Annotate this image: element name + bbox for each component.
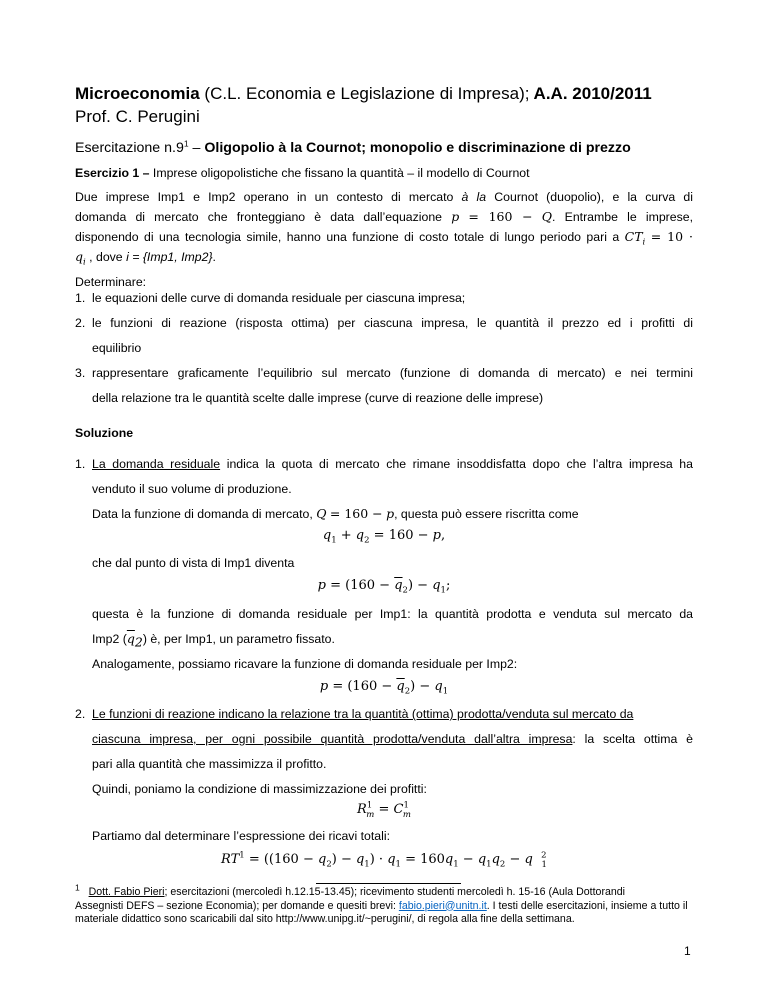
footnote-line-1: [75, 882, 693, 900]
residual-demand-term: La domanda residuale: [92, 457, 221, 471]
course-name: Microeconomia: [75, 84, 200, 103]
solution-number: 2.: [75, 707, 86, 721]
task-1: [75, 290, 465, 306]
task-text: le equazioni delle curve di domanda residuale per ciascuna impresa;: [92, 291, 466, 305]
solution1-line-4: che dal punto di vista di Imp1 diventa: [92, 556, 295, 570]
task-2-line-1: le funzioni di reazione (risposta ottima) per ciascuna impresa, le quantità il prezzo ed i profitti di: [92, 316, 693, 330]
exercise-set-prefix: Esercitazione n.9: [75, 140, 184, 156]
intro-line-3: disponendo di una tecnologia simile, hanno una funzione di costo totale di lungo periodo pari a $CT_i = 10$ ·: [75, 229, 693, 248]
exercise-set-topic: Oligopolio à la Cournot; monopolio e discriminazione di prezzo: [204, 140, 631, 156]
solution-item-1: [75, 456, 92, 472]
task-2: [75, 315, 92, 331]
reaction-function-definition: ciascuna impresa, per ogni possibile quantità prodotta/venduta dall’altra impresa: [92, 732, 573, 746]
exercise1-heading: [75, 165, 530, 181]
solution1-line-7: Analogamente, possiamo ricavare la funzione di domanda residuale per Imp2:: [92, 657, 518, 671]
solution2-line-1: Le funzioni di reazione indicano la relazione tra la quantità (ottima) prodotta/venduta sul mercato da: [92, 707, 634, 721]
solution1-line-3-a: Data la funzione di domanda di mercato,: [92, 507, 313, 521]
solution1-line-6-a: Imp2 (: [92, 632, 127, 646]
solution2-line-2: [92, 731, 693, 747]
footnote-line-1-rest: ; esercitazioni (mercoledì h.12.15-13.45); ricevimento studenti mercoledì h. 15-16 (Aula Dottorandi: [164, 886, 626, 898]
professor-name: Prof. C. Perugini: [75, 107, 200, 126]
exercise-set-title: [75, 139, 631, 157]
solution1-line-2: venduto il suo volume di produzione.: [92, 482, 292, 496]
solution-item-2: [75, 706, 92, 722]
task-2-line-2: equilibrio: [92, 341, 142, 355]
exercise1-subtitle: Imprese oligopolistiche che fissano la quantità – il modello di Cournot: [149, 166, 530, 180]
solution1-line-3-b: , questa può essere riscritta come: [394, 507, 579, 521]
task-number: 2.: [75, 316, 86, 330]
solution1-line-5: questa è la funzione di domanda residuale per Imp1: la quantità prodotta e venduta sul mercato da: [92, 607, 693, 621]
footnote-line-2: [75, 900, 693, 914]
footnote-number: 1: [75, 882, 80, 893]
solution1-line-3: Data la funzione di domanda di mercato, Q = 160 − p, questa può essere riscritta come: [92, 506, 579, 521]
intro-line-2: domanda di mercato che fronteggiano è data dall’equazione p = 160 − Q. Entrambe le imprese,: [75, 209, 693, 224]
course-details: (C.L. Economia e Legislazione di Impresa);: [199, 84, 530, 103]
solution-number: 1.: [75, 457, 86, 471]
task-3-line-2: della relazione tra le quantità scelte dalle imprese (curve di reazione delle imprese): [92, 391, 544, 405]
equation-total-revenue: $RT^1 = ((160 - q_2) - q_1) \cdot q_1 = 160q_1 - q_1q_2 - q$ $^2_1$: [221, 850, 547, 870]
intro-line-1: Due imprese Imp1 e Imp2 operano in un contesto di mercato à la Cournot (duopolio), e la curva di: [75, 190, 694, 204]
footnote: [75, 882, 693, 927]
equation-quantity-sum: $q_1 + q_2 = 160 - p$,: [322, 528, 446, 546]
task-3-line-1: rappresentare graficamente l’equilibrio sul mercato (funzione di domanda di mercato) e nei termini: [92, 366, 693, 380]
footnote-line-3: materiale didattico sono scaricabili dal sito http://www.unipg.it/~perugini/, di regola alla fine della settimana.: [75, 913, 575, 925]
determine-label: Determinare:: [75, 275, 147, 289]
solution1-line-6-b: ) è, per Imp1, un parametro fissato.: [142, 632, 335, 646]
academic-year: A.A. 2010/2011: [529, 84, 652, 103]
equation-residual-demand-imp1: $p = (160 - \overline{q}_2) - q_1$;: [317, 578, 451, 596]
footnote-line-2-b: . I testi delle esercitazioni, insieme a tutto il: [486, 899, 688, 912]
solution1-line-6: Imp2 $(\overline{q}_2)$ è, per Imp1, un parametro fissato.: [92, 631, 335, 650]
footnote-mark: 1: [183, 138, 189, 149]
equation-profit-condition: $R^1_m = C^1_m$: [357, 800, 411, 820]
task-number: 3.: [75, 366, 86, 380]
equation-residual-demand-imp2: $p = (160 - \overline{q}_2) - q_1$: [319, 679, 449, 697]
solution-heading: Soluzione: [75, 426, 134, 440]
intro-line-4: $q_i$ , dove i = {Imp1, Imp2}.: [75, 249, 216, 268]
assistant-name: Dott. Fabio Pieri: [88, 886, 165, 898]
course-title: [75, 83, 652, 105]
email-link[interactable]: fabio.pieri@unitn.it: [398, 899, 487, 912]
exercise1-label: Esercizio 1 –: [75, 166, 150, 180]
footnote-line-2-a: Assegnisti DEFS – sezione Economia); per domande e quesiti brevi:: [75, 899, 399, 912]
solution2-line-3: pari alla quantità che massimizza il profitto.: [92, 757, 327, 771]
task-number: 1.: [75, 291, 86, 305]
page-number: 1: [684, 944, 691, 958]
task-3: [75, 365, 92, 381]
solution2-line-5: Partiamo dal determinare l’espressione dei ricavi totali:: [92, 829, 390, 843]
solution2-line-2-rest: : la scelta ottima è: [572, 732, 693, 746]
solution2-line-4: Quindi, poniamo la condizione di massimizzazione dei profitti:: [92, 782, 427, 796]
solution1-line-1: [92, 456, 693, 472]
title-dash: –: [188, 140, 205, 156]
solution1-line-1-rest: indica la quota di mercato che rimane insoddisfatta dopo che l’altra impresa ha: [220, 457, 693, 471]
footnote-separator: [316, 883, 461, 884]
